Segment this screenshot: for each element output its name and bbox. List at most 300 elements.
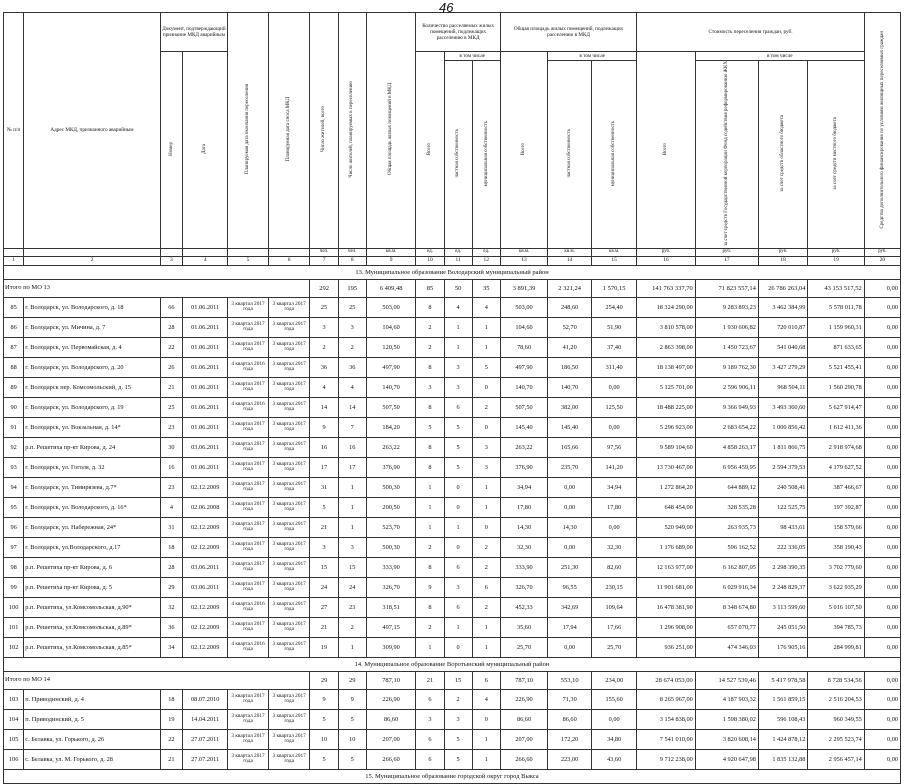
row-planned-resettle: 4 квартал 2016 года bbox=[228, 637, 269, 657]
row-value: 1 930 606,82 bbox=[695, 317, 758, 337]
row-doc-date: 02.12.2009 bbox=[183, 597, 228, 617]
row-doc-date: 01.06.2011 bbox=[183, 377, 228, 397]
row-value: 1 bbox=[338, 517, 366, 537]
total-value: 0,00 bbox=[864, 279, 900, 297]
row-value: 16 bbox=[310, 437, 338, 457]
row-number: 102 bbox=[4, 637, 24, 657]
row-value: 197 392,87 bbox=[808, 497, 864, 517]
row-value: 27 bbox=[310, 597, 338, 617]
row-value: 3 bbox=[416, 377, 444, 397]
row-value: 394 785,73 bbox=[808, 617, 864, 637]
row-doc-number: 25 bbox=[160, 397, 183, 417]
row-number: 98 bbox=[4, 557, 24, 577]
row-value: 6 029 916,34 bbox=[695, 577, 758, 597]
row-value: 2 918 974,68 bbox=[808, 437, 864, 457]
row-value: 226,90 bbox=[366, 689, 416, 709]
row-planned-demolition: 3 квартал 2017 года bbox=[268, 437, 310, 457]
row-address: г. Володарск, ул. Володарского, д. 20 bbox=[24, 357, 160, 377]
row-value: 7 541 010,00 bbox=[637, 729, 696, 749]
row-value: 0,00 bbox=[864, 317, 900, 337]
row-value: 5 bbox=[310, 749, 338, 769]
row-value: 71,30 bbox=[548, 689, 592, 709]
table-row bbox=[4, 537, 901, 557]
row-value: 184,20 bbox=[366, 417, 416, 437]
row-value: 0 bbox=[472, 377, 500, 397]
row-address: р.п. Решетиха, ул.Комсомольская, д.85* bbox=[24, 637, 160, 657]
unit-cell: ед. bbox=[472, 248, 500, 256]
row-value: 0 bbox=[472, 709, 500, 729]
row-planned-demolition: 3 квартал 2017 года bbox=[268, 617, 310, 637]
row-doc-number: 19 bbox=[160, 709, 183, 729]
row-value: 2 bbox=[338, 337, 366, 357]
row-value: 452,33 bbox=[500, 597, 547, 617]
header-rooms-area: Общая площадь жилых помещений, подлежащих расселению в МКД bbox=[500, 13, 636, 52]
row-value: 4 bbox=[338, 377, 366, 397]
unit-cell: ед. bbox=[416, 248, 444, 256]
row-value: 0 bbox=[444, 497, 472, 517]
row-value: 2 bbox=[310, 337, 338, 357]
total-value: 21 bbox=[416, 671, 444, 689]
row-value: 0,00 bbox=[864, 637, 900, 657]
row-doc-date: 01.06.2011 bbox=[183, 357, 228, 377]
row-value: 596 108,43 bbox=[758, 709, 808, 729]
total-value: 787,10 bbox=[366, 671, 416, 689]
row-value: 235,70 bbox=[548, 457, 592, 477]
row-doc-date: 14.04.2011 bbox=[183, 709, 228, 729]
column-number-cell: 15 bbox=[592, 256, 637, 265]
row-value: 5 bbox=[472, 357, 500, 377]
row-value: 328 535,28 bbox=[695, 497, 758, 517]
section-total-row bbox=[4, 279, 901, 297]
table-row bbox=[4, 297, 901, 317]
row-value: 2 bbox=[416, 317, 444, 337]
header-extra: Средства дополнительного финансирования по условиям жилищных переселяемых граждан bbox=[879, 30, 885, 229]
row-number: 103 bbox=[4, 689, 24, 709]
header-rooms-municipal: муниципальная собственность bbox=[483, 120, 489, 187]
total-value: 26 786 263,04 bbox=[758, 279, 808, 297]
row-doc-date: 27.07.2011 bbox=[183, 749, 228, 769]
row-value: 1 bbox=[472, 637, 500, 657]
row-value: 6 bbox=[444, 597, 472, 617]
unit-cell: кв.м. bbox=[500, 248, 547, 256]
unit-cell: кв.м. bbox=[592, 248, 637, 256]
row-value: 284 999,81 bbox=[808, 637, 864, 657]
units-row bbox=[4, 248, 901, 256]
row-value: 0,00 bbox=[864, 749, 900, 769]
row-planned-resettle: 3 квартал 2017 года bbox=[228, 377, 269, 397]
row-value: 145,40 bbox=[500, 417, 547, 437]
row-value: 125,50 bbox=[592, 397, 637, 417]
row-planned-demolition: 3 квартал 2017 года bbox=[268, 337, 310, 357]
row-doc-number: 28 bbox=[160, 557, 183, 577]
unit-cell: руб. bbox=[637, 248, 696, 256]
row-value: 500,30 bbox=[366, 477, 416, 497]
row-doc-date: 02.06.2008 bbox=[183, 497, 228, 517]
row-value: 2 bbox=[444, 689, 472, 709]
row-value: 36 bbox=[310, 357, 338, 377]
unit-cell bbox=[160, 248, 183, 256]
row-planned-resettle: 4 квартал 2016 года bbox=[228, 597, 269, 617]
row-value: 14,30 bbox=[548, 517, 592, 537]
row-value: 333,90 bbox=[500, 557, 547, 577]
table-row bbox=[4, 337, 901, 357]
row-value: 309,90 bbox=[366, 637, 416, 657]
row-value: 0,00 bbox=[864, 729, 900, 749]
column-number-cell: 16 bbox=[637, 256, 696, 265]
row-value: 503,00 bbox=[366, 297, 416, 317]
row-value: 0,00 bbox=[864, 477, 900, 497]
row-value: 17,66 bbox=[592, 617, 637, 637]
row-value: 1 612 411,36 bbox=[808, 417, 864, 437]
row-planned-demolition: 3 квартал 2017 года bbox=[268, 689, 310, 709]
row-value: 140,70 bbox=[500, 377, 547, 397]
unit-cell: руб. bbox=[864, 248, 900, 256]
row-value: 21 bbox=[310, 517, 338, 537]
row-value: 2 bbox=[472, 557, 500, 577]
row-value: 4 bbox=[310, 377, 338, 397]
row-value: 318,51 bbox=[366, 597, 416, 617]
header-residents-planned: Число жителей, планируемых к переселению bbox=[349, 81, 355, 178]
header-area-private: частная собственность bbox=[566, 129, 572, 178]
row-number: 85 bbox=[4, 297, 24, 317]
row-value: 24 bbox=[338, 577, 366, 597]
row-value: 596 162,52 bbox=[695, 537, 758, 557]
row-value: 1 bbox=[416, 637, 444, 657]
row-doc-number: 30 bbox=[160, 437, 183, 457]
row-number: 106 bbox=[4, 749, 24, 769]
row-value: 936 251,00 bbox=[637, 637, 696, 657]
row-value: 376,90 bbox=[500, 457, 547, 477]
row-value: 2 596 906,11 bbox=[695, 377, 758, 397]
table-row bbox=[4, 557, 901, 577]
row-value: 3 bbox=[338, 317, 366, 337]
column-number-cell: 13 bbox=[500, 256, 547, 265]
row-value: 10 bbox=[338, 729, 366, 749]
row-value: 3 bbox=[310, 317, 338, 337]
row-address: р.п. Решетиха, ул.Комсомольская, д.89* bbox=[24, 617, 160, 637]
row-doc-number: 31 bbox=[160, 517, 183, 537]
row-value: 5 bbox=[444, 729, 472, 749]
row-doc-date: 27.07.2011 bbox=[183, 729, 228, 749]
row-value: 1 424 878,12 bbox=[758, 729, 808, 749]
table-row bbox=[4, 417, 901, 437]
row-value: 222 336,05 bbox=[758, 537, 808, 557]
row-value: 11 901 681,00 bbox=[637, 577, 696, 597]
row-value: 1 bbox=[472, 497, 500, 517]
header-fund: за счет средств Государственной корпорации Фонд содействия реформированию ЖКХ bbox=[724, 61, 730, 246]
unit-cell: чел. bbox=[338, 248, 366, 256]
row-value: 3 bbox=[444, 577, 472, 597]
row-value: 86,60 bbox=[500, 709, 547, 729]
row-value: 2 594 379,53 bbox=[758, 457, 808, 477]
row-value: 3 bbox=[416, 709, 444, 729]
row-value: 1 bbox=[472, 337, 500, 357]
row-address: г. Володарск, ул. Володарского, д. 18 bbox=[24, 297, 160, 317]
row-value: 1 450 723,67 bbox=[695, 337, 758, 357]
row-value: 8 bbox=[416, 357, 444, 377]
row-value: 51,90 bbox=[592, 317, 637, 337]
row-value: 9 366 949,93 bbox=[695, 397, 758, 417]
column-number-cell: 12 bbox=[472, 256, 500, 265]
row-value: 382,00 bbox=[548, 397, 592, 417]
unit-cell: ед. bbox=[444, 248, 472, 256]
row-number: 101 bbox=[4, 617, 24, 637]
row-value: 186,50 bbox=[548, 357, 592, 377]
row-value: 1 560 290,78 bbox=[808, 377, 864, 397]
row-value: 0,00 bbox=[864, 337, 900, 357]
row-planned-demolition: 3 квартал 2017 года bbox=[268, 517, 310, 537]
row-value: 5 bbox=[310, 709, 338, 729]
row-number: 87 bbox=[4, 337, 24, 357]
row-value: 720 010,87 bbox=[758, 317, 808, 337]
row-value: 6 bbox=[444, 557, 472, 577]
row-value: 0 bbox=[444, 637, 472, 657]
row-value: 9 bbox=[310, 689, 338, 709]
row-value: 523,70 bbox=[366, 517, 416, 537]
row-value: 3 622 935,29 bbox=[808, 577, 864, 597]
row-doc-date: 01.06.2011 bbox=[183, 457, 228, 477]
table-row bbox=[4, 397, 901, 417]
row-value: 3 bbox=[444, 357, 472, 377]
row-planned-demolition: 3 квартал 2017 года bbox=[268, 637, 310, 657]
section-title: 14. Муниципальное образование Воротынский муниципальный район bbox=[4, 657, 901, 671]
row-value: 3 bbox=[472, 437, 500, 457]
row-value: 968 504,11 bbox=[758, 377, 808, 397]
row-value: 5 bbox=[416, 417, 444, 437]
row-planned-demolition: 3 квартал 2017 года bbox=[268, 457, 310, 477]
row-value: 263,22 bbox=[500, 437, 547, 457]
table-row bbox=[4, 477, 901, 497]
row-value: 3 113 599,60 bbox=[758, 597, 808, 617]
row-value: 503,00 bbox=[500, 297, 547, 317]
table-row bbox=[4, 637, 901, 657]
total-value: 292 bbox=[310, 279, 338, 297]
header-fin-total: Всего bbox=[663, 142, 669, 156]
row-value: 648 454,00 bbox=[637, 497, 696, 517]
unit-cell: руб. bbox=[808, 248, 864, 256]
row-address: г. Володарск, ул. Володарского, д. 16* bbox=[24, 497, 160, 517]
row-planned-demolition: 3 квартал 2017 года bbox=[268, 497, 310, 517]
row-value: 3 bbox=[444, 377, 472, 397]
total-value: 14 527 539,46 bbox=[695, 671, 758, 689]
row-planned-resettle: 3 квартал 2017 года bbox=[228, 517, 269, 537]
row-value: 145,40 bbox=[548, 417, 592, 437]
total-value: 0,00 bbox=[864, 671, 900, 689]
row-value: 1 bbox=[472, 729, 500, 749]
row-value: 207,00 bbox=[500, 729, 547, 749]
row-planned-demolition: 3 квартал 2017 года bbox=[268, 397, 310, 417]
row-value: 25,70 bbox=[592, 637, 637, 657]
row-value: 9 bbox=[338, 689, 366, 709]
row-value: 0,00 bbox=[548, 537, 592, 557]
row-value: 507,50 bbox=[500, 397, 547, 417]
row-value: 82,60 bbox=[592, 557, 637, 577]
resettlement-table bbox=[3, 12, 901, 784]
row-value: 17,94 bbox=[548, 617, 592, 637]
row-value: 3 bbox=[338, 537, 366, 557]
row-value: 248,60 bbox=[548, 297, 592, 317]
row-planned-resettle: 3 квартал 2017 года bbox=[228, 437, 269, 457]
row-planned-demolition: 3 квартал 2017 года bbox=[268, 729, 310, 749]
row-value: 172,20 bbox=[548, 729, 592, 749]
row-value: 1 bbox=[472, 617, 500, 637]
row-value: 507,50 bbox=[366, 397, 416, 417]
row-planned-resettle: 3 квартал 2017 года bbox=[228, 557, 269, 577]
row-value: 97,56 bbox=[592, 437, 637, 457]
row-doc-number: 4 bbox=[160, 497, 183, 517]
row-value: 1 000 856,42 bbox=[758, 417, 808, 437]
row-value: 657 070,77 bbox=[695, 617, 758, 637]
row-doc-number: 21 bbox=[160, 377, 183, 397]
unit-cell bbox=[183, 248, 228, 256]
row-number: 100 bbox=[4, 597, 24, 617]
row-value: 871 633,65 bbox=[808, 337, 864, 357]
row-value: 17 bbox=[338, 457, 366, 477]
row-address: г. Володарск, ул. Мичина, д. 7 bbox=[24, 317, 160, 337]
row-value: 3 820 608,14 bbox=[695, 729, 758, 749]
row-value: 3 810 578,00 bbox=[637, 317, 696, 337]
row-number: 90 bbox=[4, 397, 24, 417]
row-doc-date: 01.06.2011 bbox=[183, 317, 228, 337]
row-value: 2 863 398,00 bbox=[637, 337, 696, 357]
row-value: 120,50 bbox=[366, 337, 416, 357]
table-row bbox=[4, 689, 901, 709]
row-value: 16 478 381,90 bbox=[637, 597, 696, 617]
row-value: 0,00 bbox=[864, 537, 900, 557]
row-planned-demolition: 3 квартал 2017 года bbox=[268, 597, 310, 617]
row-value: 4 bbox=[472, 297, 500, 317]
header-regional: за счет средств областного бюджета bbox=[780, 115, 786, 192]
row-value: 1 159 960,31 bbox=[808, 317, 864, 337]
row-value: 1 bbox=[444, 517, 472, 537]
row-planned-demolition: 3 квартал 2017 года bbox=[268, 557, 310, 577]
table-row bbox=[4, 617, 901, 637]
row-value: 9 589 104,60 bbox=[637, 437, 696, 457]
row-planned-demolition: 3 квартал 2017 года bbox=[268, 377, 310, 397]
row-doc-number: 28 bbox=[160, 317, 183, 337]
row-planned-resettle: 3 квартал 2017 года bbox=[228, 317, 269, 337]
total-value: 141 763 337,70 bbox=[637, 279, 696, 297]
row-value: 387 466,67 bbox=[808, 477, 864, 497]
row-value: 0,00 bbox=[548, 637, 592, 657]
row-value: 1 bbox=[472, 749, 500, 769]
header-area-total: Всего bbox=[521, 142, 527, 156]
row-address: р.п. Решетиха, ул.Комсомольская, д.90* bbox=[24, 597, 160, 617]
header-num: № п/п bbox=[4, 13, 24, 249]
row-value: 5 296 923,00 bbox=[637, 417, 696, 437]
row-value: 7 bbox=[338, 417, 366, 437]
total-value: 2 321,24 bbox=[548, 279, 592, 297]
row-value: 1 296 908,00 bbox=[637, 617, 696, 637]
row-value: 104,60 bbox=[366, 317, 416, 337]
row-number: 95 bbox=[4, 497, 24, 517]
row-value: 0,00 bbox=[592, 517, 637, 537]
row-value: 3 702 779,60 bbox=[808, 557, 864, 577]
header-document: Документ, подтверждающий признание МКД аварийным bbox=[160, 13, 228, 52]
row-value: 176 905,16 bbox=[758, 637, 808, 657]
row-value: 0,00 bbox=[864, 417, 900, 437]
row-value: 19 bbox=[310, 637, 338, 657]
row-value: 17,80 bbox=[592, 497, 637, 517]
row-doc-number: 22 bbox=[160, 337, 183, 357]
row-value: 4 179 627,52 bbox=[808, 457, 864, 477]
row-value: 8 bbox=[416, 457, 444, 477]
row-value: 0,00 bbox=[548, 497, 592, 517]
row-value: 2 295 523,74 bbox=[808, 729, 864, 749]
header-area-municipal: муниципальная собственность bbox=[611, 120, 617, 187]
table-row bbox=[4, 749, 901, 769]
column-number-cell: 14 bbox=[548, 256, 592, 265]
row-value: 240 508,41 bbox=[758, 477, 808, 497]
row-value: 23 bbox=[338, 597, 366, 617]
row-value: 2 bbox=[472, 397, 500, 417]
unit-cell: кв.м. bbox=[366, 248, 416, 256]
unit-cell bbox=[4, 248, 24, 256]
column-number-cell: 20 bbox=[864, 256, 900, 265]
table-row bbox=[4, 457, 901, 477]
table-row bbox=[4, 437, 901, 457]
column-number-cell: 5 bbox=[228, 256, 269, 265]
row-value: 4 858 263,17 bbox=[695, 437, 758, 457]
row-value: 1 bbox=[416, 517, 444, 537]
row-value: 14,30 bbox=[500, 517, 547, 537]
row-planned-demolition: 3 квартал 2017 года bbox=[268, 537, 310, 557]
row-doc-date: 03.06.2011 bbox=[183, 557, 228, 577]
row-value: 500,30 bbox=[366, 537, 416, 557]
section-total-label: Итого по МО 13 bbox=[4, 279, 310, 297]
section-title-row bbox=[4, 769, 901, 783]
row-value: 9 189 762,30 bbox=[695, 357, 758, 377]
row-value: 9 bbox=[416, 577, 444, 597]
row-value: 0 bbox=[472, 417, 500, 437]
row-value: 0,00 bbox=[864, 709, 900, 729]
unit-cell bbox=[228, 248, 269, 256]
row-planned-demolition: 3 квартал 2017 года bbox=[268, 577, 310, 597]
row-value: 86,60 bbox=[548, 709, 592, 729]
row-value: 32,30 bbox=[500, 537, 547, 557]
row-value: 8 265 967,00 bbox=[637, 689, 696, 709]
row-number: 94 bbox=[4, 477, 24, 497]
row-value: 141,20 bbox=[592, 457, 637, 477]
header-rooms-private: частная собственность bbox=[455, 129, 461, 178]
row-value: 41,20 bbox=[548, 337, 592, 357]
row-value: 207,00 bbox=[366, 729, 416, 749]
row-value: 223,00 bbox=[548, 749, 592, 769]
row-value: 2 bbox=[416, 337, 444, 357]
row-value: 25 bbox=[338, 297, 366, 317]
row-value: 0,00 bbox=[864, 517, 900, 537]
row-value: 17,80 bbox=[500, 497, 547, 517]
row-address: п. Приводинский, д. 4 bbox=[24, 689, 160, 709]
row-value: 2 516 204,53 bbox=[808, 689, 864, 709]
header-rooms-incl: в том числе bbox=[444, 52, 500, 61]
row-doc-date: 01.06.2011 bbox=[183, 397, 228, 417]
row-value: 6 bbox=[416, 689, 444, 709]
row-planned-demolition: 3 квартал 2017 года bbox=[268, 297, 310, 317]
row-number: 93 bbox=[4, 457, 24, 477]
row-doc-number: 23 bbox=[160, 477, 183, 497]
column-number-cell: 19 bbox=[808, 256, 864, 265]
row-value: 2 bbox=[338, 617, 366, 637]
row-value: 0,00 bbox=[864, 357, 900, 377]
row-value: 36 bbox=[338, 357, 366, 377]
row-value: 2 683 654,22 bbox=[695, 417, 758, 437]
row-value: 0 bbox=[444, 477, 472, 497]
header-rooms-count: Количество расселяемых жилых помещений, подлежащих расселению в МКД bbox=[416, 13, 501, 52]
row-value: 13 730 467,00 bbox=[637, 457, 696, 477]
total-value: 43 153 517,52 bbox=[808, 279, 864, 297]
row-planned-demolition: 3 квартал 2017 года bbox=[268, 709, 310, 729]
